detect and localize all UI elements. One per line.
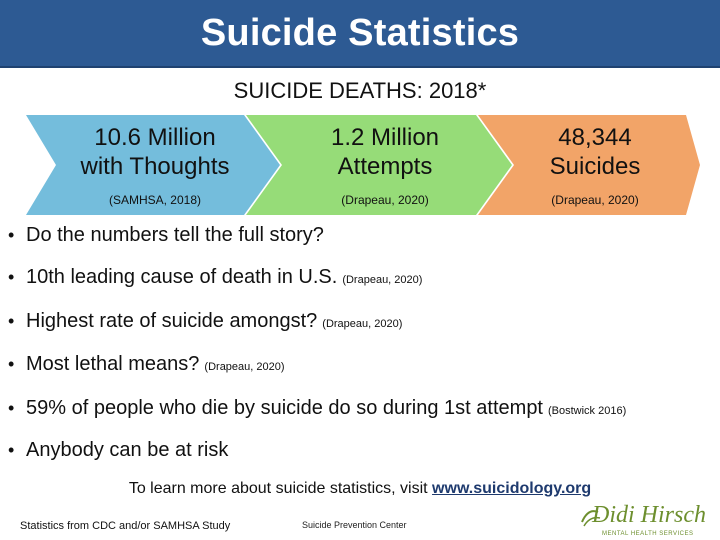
chevron-suicides-line1: 48,344: [558, 124, 632, 151]
bullet-item: [8, 224, 324, 247]
learn-more-text: To learn more about suicide statistics, visit: [128, 480, 433, 497]
bullet-dot: •: [8, 267, 15, 287]
bullet-cite: (Bostwick 2016): [548, 405, 627, 417]
bullet-item: [8, 310, 402, 333]
suicidology-link[interactable]: www.suicidology.org: [432, 480, 592, 497]
bullet-dot: •: [8, 440, 15, 460]
chevron-attempts-line2: Attempts: [337, 153, 433, 180]
slide-title: Suicide Statistics: [200, 11, 520, 54]
bullet-text: Highest rate of suicide amongst?: [26, 310, 318, 332]
bullet-text: 59% of people who die by suicide do so during 1st attempt: [26, 397, 543, 419]
footer-org-name: Suicide Prevention Center: [302, 520, 407, 530]
chevron-attempts-text: [270, 110, 500, 220]
bullet-dot: •: [8, 398, 15, 418]
chevron-attempts-line1: 1.2 Million: [330, 124, 440, 151]
chevron-thoughts-cite: (SAMHSA, 2018): [108, 193, 202, 207]
chevron-suicides-line2: Suicides: [549, 153, 641, 180]
logo-tagline: MENTAL HEALTH SERVICES: [602, 531, 694, 537]
bullet-dot: •: [8, 311, 15, 331]
chevron-suicides-text: [500, 110, 690, 220]
chevron-suicides-cite: (Drapeau, 2020): [551, 193, 639, 207]
bullet-item: [8, 397, 626, 420]
didi-hirsch-logo: [578, 502, 718, 540]
logo-wordmark: Didi Hirsch: [592, 502, 706, 528]
bullet-cite: (Drapeau, 2020): [342, 274, 423, 286]
chevron-attempts-cite: (Drapeau, 2020): [341, 193, 429, 207]
learn-more-line: [0, 480, 720, 498]
bullet-item: [8, 439, 228, 462]
bullet-dot: •: [8, 354, 15, 374]
bullet-text: Anybody can be at risk: [26, 439, 229, 461]
chevron-thoughts-line2: with Thoughts: [80, 153, 230, 180]
bullet-text: Do the numbers tell the full story?: [26, 224, 324, 246]
bullet-text: 10th leading cause of death in U.S.: [26, 266, 338, 288]
chevron-process: [0, 110, 720, 220]
title-bar: [0, 0, 720, 68]
bullet-text: Most lethal means?: [26, 353, 200, 375]
chevron-thoughts-line1: 10.6 Million: [94, 124, 216, 151]
bullet-item: [8, 353, 285, 376]
bullet-cite: (Drapeau, 2020): [322, 318, 403, 330]
bullet-item: [8, 266, 422, 289]
chevron-thoughts-text: [40, 110, 270, 220]
footer-source-note: Statistics from CDC and/or SAMHSA Study: [20, 520, 231, 532]
bullet-dot: •: [8, 225, 15, 245]
bullet-cite: (Drapeau, 2020): [204, 361, 285, 373]
slide-subtitle: SUICIDE DEATHS: 2018*: [233, 78, 487, 103]
